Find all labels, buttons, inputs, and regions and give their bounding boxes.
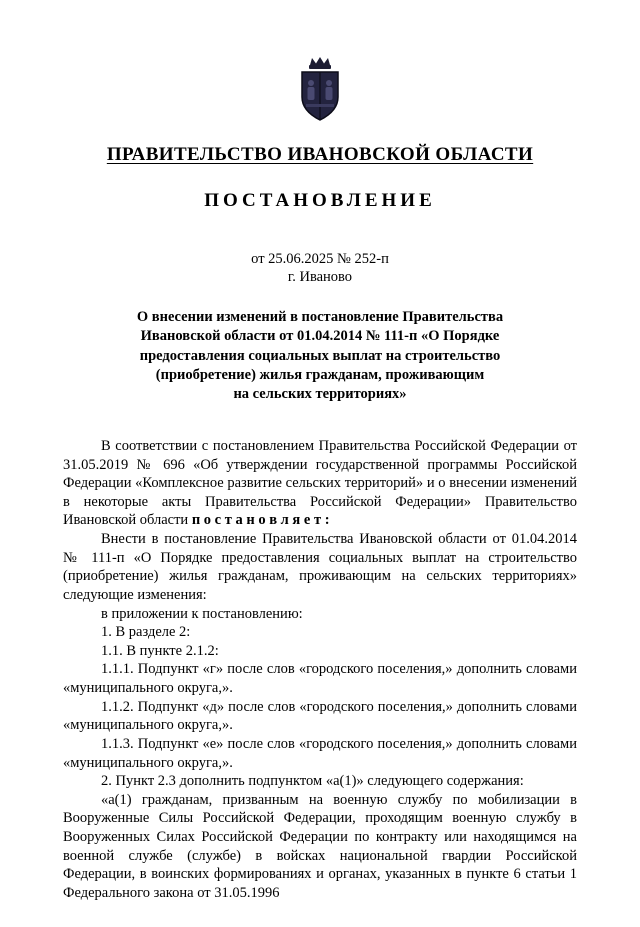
subject-title-line: предоставления социальных выплат на строительство (139, 347, 501, 364)
body-paragraph: в приложении к постановлению: (101, 605, 303, 622)
subject-title (63, 308, 577, 404)
subject-title-line: (приобретение) жилья гражданам, проживающим (155, 366, 485, 383)
organization-title: ПРАВИТЕЛЬСТВО ИВАНОВСКОЙ ОБЛАСТИ (106, 144, 534, 165)
body-paragraph: 1.1.3. Подпункт «е» после слов «городского поселения,» дополнить словами «муниципального округа,». (63, 735, 577, 771)
body-paragraph: Внести в постановление Правительства Ивановской области от 01.04.2014 № 111-п «О Порядке предоставления социальных выплат на строительство (приобретение) жилья гражданам, проживающим на сельских территориях» следующие изменения: (63, 531, 577, 603)
intro-paragraph (63, 437, 577, 530)
body-paragraph: 1.1. В пункте 2.1.2: (101, 642, 219, 659)
coat-of-arms-emblem (63, 56, 577, 124)
document-body (63, 437, 577, 903)
document-type-title: ПОСТАНОВЛЕНИЕ (204, 190, 436, 211)
body-paragraph: 1.1.2. Подпункт «д» после слов «городского поселения,» дополнить словами «муниципального округа,». (63, 698, 577, 734)
date-number-line: от 25.06.2025 № 252-п (251, 251, 389, 267)
city-line: г. Иваново (287, 269, 353, 286)
body-paragraph: «а(1) гражданам, призванным на военную службу по мобилизации в Вооруженные Силы Российской Федерации, проходящим военную службу в Вооруженных Силах Российской Федерации по контракту или находящимся на военной службе (службе) в войсках национальной гвардии Российской Федерации, в воинских формированиях и органах, указанных в пункте 6 статьи 1 Федерального закона от 31.05.1996 (63, 791, 577, 901)
subject-title-line: на сельских территориях» (233, 385, 407, 402)
coat-of-arms-icon (291, 56, 349, 124)
subject-title-line: Ивановской области от 01.04.2014 № 111-п «О Порядке (140, 328, 500, 345)
intro-text: В соответствии с постановлением Правительства Российской Федерации от 31.05.2019 № 696 «Об утверждении государственной программы Российской Федерации «Комплексное развитие сельских территорий» и о внесении изменений в некоторые акты Правительства Российской Федерации» Правительство Ивановской области (63, 437, 577, 529)
body-paragraph: 2. Пункт 2.3 дополнить подпунктом «а(1)» следующего содержания: (101, 773, 524, 790)
body-paragraph: 1. В разделе 2: (101, 624, 191, 641)
subject-title-line: О внесении изменений в постановление Правительства (136, 309, 504, 326)
resolves-keyword: п о с т а н о в л я е т : (191, 512, 330, 529)
body-paragraph: 1.1.1. Подпункт «г» после слов «городского поселения,» дополнить словами «муниципального округа,». (63, 661, 577, 696)
